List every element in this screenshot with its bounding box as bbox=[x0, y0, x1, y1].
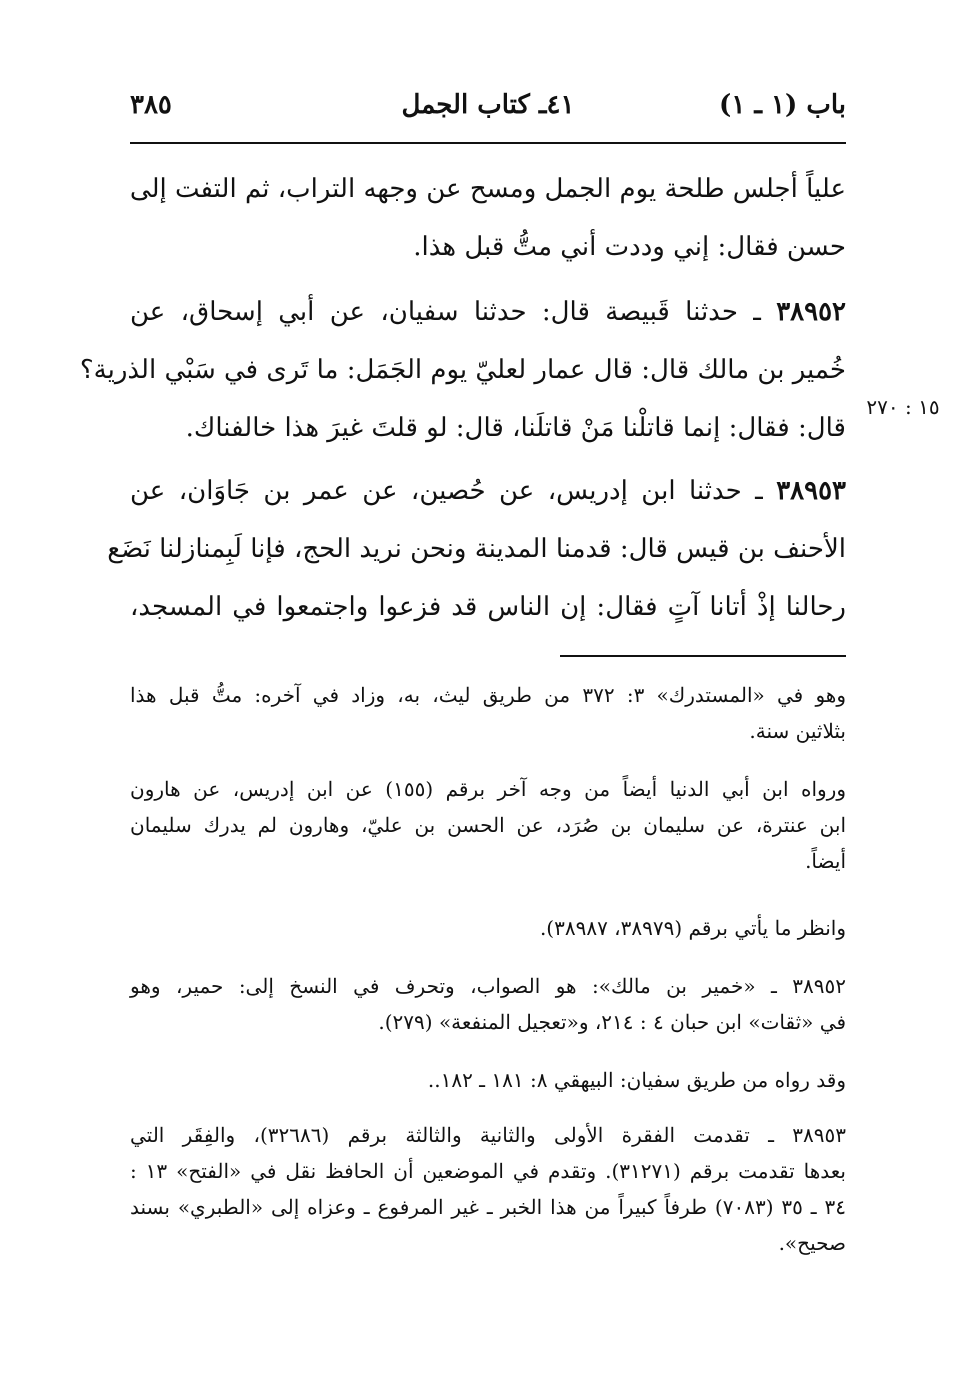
footnote-line: ٣٨٩٥٢ ـ «خمير بن مالك»: هو الصواب، وتحرف في النسخ إلى: حمير، وهو bbox=[130, 974, 846, 998]
footnote-3 bbox=[130, 910, 846, 946]
footnote-line: في «ثقات» ابن حبان ٤ : ٢١٤، و«تعجيل المنفعة» (٢٧٩). bbox=[378, 1010, 846, 1034]
text-segment: ـ حدثنا قَبيصة قال: حدثنا سفيان، عن أبي إسحاق، عن bbox=[130, 297, 761, 327]
text-line: حسن فقال: إني وددت أني متُّ قبل هذا. bbox=[413, 232, 846, 262]
text-line: الأحنف بن قيس قال: قدمنا المدينة ونحن نريد الحج، فإنا لَبِمنازلنا نَضَع bbox=[107, 534, 846, 564]
footnote-line: أيضاً. bbox=[805, 849, 846, 873]
footnote-line: ٣٨٩٥٣ ـ تقدمت الفقرة الأولى والثانية والثالثة برقم (٣٢٦٨٦)، والفِقَر التي bbox=[130, 1123, 846, 1147]
text-line: علياً أجلس طلحة يوم الجمل ومسح عن وجهه التراب، ثم التفت إلى bbox=[129, 174, 846, 204]
text-line bbox=[130, 462, 846, 520]
text-segment: ـ حدثنا ابن إدريس، عن حُصين، عن عمر بن جَاوَان، عن bbox=[130, 476, 763, 506]
page-number: ٣٨٥ bbox=[130, 90, 172, 120]
footnote-6 bbox=[130, 1117, 846, 1261]
footnote-line: وانظر ما يأتي برقم (٣٨٩٧٩، ٣٨٩٨٧). bbox=[539, 916, 846, 940]
footnote-5 bbox=[130, 1062, 846, 1098]
book-title: ٤١ـ كتاب الجمل bbox=[401, 90, 575, 120]
main-paragraph-1 bbox=[130, 160, 846, 276]
header-divider bbox=[130, 142, 846, 144]
footnote-line: ٣٤ ـ ٣٥ (٧٠٨٣) طرفاً كبيراً من هذا الخبر ـ غير المرفوع ـ وعزاه إلى «الطبري» بسند bbox=[130, 1195, 846, 1219]
footnote-line: ورواه ابن أبي الدنيا أيضاً من وجه آخر برقم (١٥٥) عن ابن إدريس، عن هارون bbox=[130, 777, 846, 801]
hadith-number: ٣٨٩٥٣ bbox=[776, 476, 847, 506]
footnote-line: بثلاثين سنة. bbox=[749, 719, 846, 743]
footnote-line: وهو في «المستدرك» ٣: ٣٧٢ من طريق ليث، به، وزاد في آخره: متُّ قبل هذا bbox=[130, 683, 846, 707]
footnote-line: بعدها تقدمت برقم (٣١٢٧١). وتقدم في الموضعين أن الحافظ نقل في «الفتح» ١٣ : bbox=[130, 1159, 846, 1183]
text-line: قال: فقال: إنما قاتلْنا مَنْ قاتلَنا، قال: لو قلتَ غيرَ هذا خالفناك. bbox=[185, 413, 846, 443]
text-line: رحالنا إذْ أتانا آتٍ فقال: إن الناس قد فزعوا واجتمعوا في المسجد، bbox=[130, 592, 846, 622]
footnote-line: وقد رواه من طريق سفيان: البيهقي ٨: ١٨١ ـ ١٨٢.. bbox=[427, 1068, 846, 1092]
footnote-1 bbox=[130, 677, 846, 749]
hadith-number: ٣٨٩٥٢ bbox=[776, 297, 847, 327]
hadith-38953 bbox=[107, 462, 847, 636]
footnote-divider bbox=[560, 655, 846, 657]
footnote-line: ابن عنترة، عن سليمان بن صُرَد، عن الحسن بن عليّ، وهارون لم يدرك سليمان bbox=[130, 813, 846, 837]
margin-reference: ١٥ : ٢٧٠ bbox=[866, 395, 940, 419]
page-header bbox=[130, 84, 846, 128]
footnote-4 bbox=[130, 968, 846, 1040]
hadith-38952 bbox=[79, 283, 847, 457]
text-line bbox=[130, 283, 846, 341]
footnote-line: صحيح». bbox=[778, 1231, 846, 1255]
text-line: خُمير بن مالك قال: قال عمار لعليّ يوم الجَمَل: ما تَرى في سَبْي الذرية؟ bbox=[79, 355, 846, 385]
chapter-reference: باب (١ ـ ١) bbox=[719, 90, 846, 120]
footnote-2 bbox=[130, 771, 846, 879]
